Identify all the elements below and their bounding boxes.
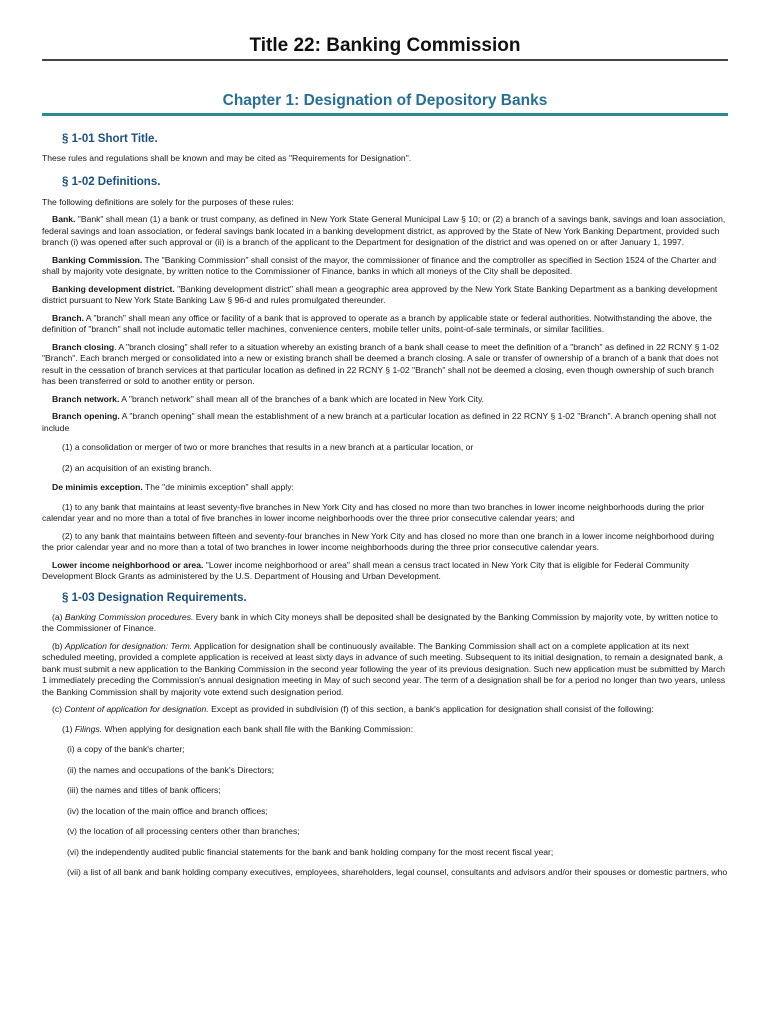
subdivision-label: (b) <box>52 640 65 651</box>
definition-text: A "branch network" shall mean all of the branches of a bank which are located in New York City. <box>119 393 485 404</box>
document-page <box>42 0 728 879</box>
filing-item: (i) a copy of the bank's charter; <box>67 744 185 754</box>
filing-item: (vi) the independently audited public financial statements for the bank and bank holding company for the most recent fiscal year; <box>67 846 554 857</box>
subdivision-text: Application for designation shall be continuously available. The Banking Commission shall act on a complete application at its next scheduled meeting, provided a complete application is received at least sixty days in advance of such meeting. Subsequent to its initial designation, to remain a designated bank, a bank must submit a new application to the Banking Commission in the second year following the year of its previous designation. Such new application must be submitted by March 1 immediately preceding the Commission's annual designation meeting in May of such second year. The term of a designation shall be for a period no longer than two years, unless the Banking Commission shall by majority vote extend such designation period. <box>42 640 726 697</box>
de-minimis-item-2: (2) to any bank that maintains between fifteen and seventy-four branches in New York City and has closed no more than one branch in a lower income neighborhood during the prior calendar year and no more than a total of two branches in lower income neighborhoods during the three prior consecutive calendar years. <box>42 530 715 552</box>
definition-text: A "branch opening" shall mean the establishment of a new branch at a particular location as defined in 22 RCNY § 1-02 "Branch". A branch opening shall not include <box>42 411 717 433</box>
subdivision-a <box>42 612 728 635</box>
filing-item: (iii) the names and titles of bank officers; <box>67 785 221 795</box>
page-title: Title 22: Banking Commission <box>249 35 521 56</box>
definition-term: Lower income neighborhood or area. <box>52 559 204 570</box>
filing-item: (vii) a list of all bank and bank holding company executives, employees, shareholders, legal counsel, consultants and advisors and/or their spouses or domestic partners, who <box>67 867 728 877</box>
de-minimis-item-1: (1) to any bank that maintains at least seventy-five branches in New York City and has closed no more than two branches in lower income neighborhoods during the prior calendar year and no more than a total of five branches in lower income neighborhoods over the three prior consecutive calendar years; and <box>42 501 705 523</box>
paragraph-text: When applying for designation each bank shall file with the Banking Commission: <box>102 723 414 734</box>
definition-text: "Bank" shall mean (1) a bank or trust company, as defined in New York State General Municipal Law § 10; or (2) a branch of a savings bank, savings and loan association, federal savings and loan association, or federal savings bank located in a banking development district, as approved by the State of New York Banking Department, provided such branch (i) was opened after such approval or (ii) is a branch of the applicant to the Department for designation of the district and was opened on or after January 1, 1997. <box>42 214 726 247</box>
chapter-divider <box>42 113 728 116</box>
subdivision-text: Except as provided in subdivision (f) of this section, a bank's application for designation shall consist of the following: <box>208 704 654 714</box>
definition-term: Bank. <box>52 214 76 224</box>
section-1-03-heading: § 1-03 Designation Requirements. <box>62 591 247 604</box>
filing-item: (v) the location of all processing centers other than branches; <box>67 826 300 836</box>
definition-text: "Lower income neighborhood or area" shall mean a census tract located in New York City that is eligible for Federal Community Development Block Grants as administered by the U.S. Department of Housing and Urban Development. <box>42 559 690 581</box>
section-1-01-heading: § 1-01 Short Title. <box>62 133 158 145</box>
subdivision-term: Content of application for designation. <box>64 704 209 714</box>
definition-text: A "branch" shall mean any office or facility of a bank that is approved to operate as a branch by applicable state or federal authorities. Notwithstanding the above, the definition of "branch" shall not include automatic teller machines, convenience centers, mobile teller units, point-of-sale terminals, or similar facilities. <box>42 312 712 334</box>
subdivision-term: Banking Commission procedures. <box>64 611 194 622</box>
section-1-02-heading: § 1-02 Definitions. <box>62 175 161 188</box>
definition-text: . A "branch closing" shall refer to a situation whereby an existing branch of a bank shall cease to meet the definition of a "branch" as defined in 22 RCNY § 1-02 "Branch". Each branch merged or consolidated into a new or existing branch shall be deemed a branch closing. A sale or transfer of ownership of a branch of a bank that does not result in the cessation of branch services at that particular location as defined in 22 RCNY § 1-02 "Branch" shall not be deemed a closing, even though ownership of such branch has been transferred or sold to another entity or person. <box>42 341 719 386</box>
branch-opening-item-1: (1) a consolidation or merger of two or more branches that results in a new branch at a particular location, or <box>62 442 474 452</box>
title-divider <box>42 59 728 61</box>
definition-text: "Banking development district" shall mean a geographic area approved by the New York State Banking Department as a banking development district pursuant to New York State Banking Law § 96-d and rules promulgated thereunder. <box>42 283 718 305</box>
definition-term: Banking Commission. <box>52 254 143 265</box>
definition-term: Branch. <box>52 312 84 323</box>
definition-branch <box>42 313 728 336</box>
definitions-intro: The following definitions are solely for the purposes of these rules: <box>42 196 294 207</box>
subdivision-text: Every bank in which City moneys shall be deposited shall be designated by the Banking Commission by majority vote, by written notice to the Commissioner of Finance. <box>42 611 718 633</box>
subdivision-label: (c) <box>52 704 65 714</box>
paragraph-c-1 <box>42 724 728 736</box>
definition-term: Branch network. <box>52 393 120 404</box>
definition-text: The "Banking Commission" shall consist of the mayor, the commissioner of finance and the comptroller as specified in Section 1524 of the Charter and shall by majority vote designate, by written notice to the Commissioner of Finance, banks in which all moneys of the City shall be deposited. <box>42 254 717 276</box>
subdivision-c <box>42 704 728 716</box>
definition-bank <box>42 214 728 249</box>
paragraph-term: Filings. <box>74 723 103 734</box>
filing-item: (iv) the location of the main office and branch offices; <box>67 805 268 816</box>
filing-item: (ii) the names and occupations of the bank's Directors; <box>67 764 275 775</box>
branch-opening-item-2: (2) an acquisition of an existing branch. <box>62 462 212 473</box>
definition-branch-network <box>42 394 728 406</box>
definition-branch-closing <box>42 342 728 388</box>
definition-lower-income <box>42 560 728 583</box>
definition-branch-opening <box>42 411 728 434</box>
definition-term: De minimis exception. <box>52 482 143 492</box>
chapter-heading: Chapter 1: Designation of Depository Banks <box>222 92 548 109</box>
definition-de-minimis <box>42 482 728 494</box>
definition-term: Branch closing <box>52 341 115 352</box>
definition-term: Branch opening. <box>52 411 120 421</box>
definition-term: Banking development district. <box>52 283 175 294</box>
definition-banking-development-district <box>42 284 728 307</box>
definition-text: The "de minimis exception" shall apply: <box>142 482 294 492</box>
subdivision-b <box>42 641 728 699</box>
section-1-01-text: These rules and regulations shall be known and may be cited as "Requirements for Designation". <box>42 153 412 163</box>
subdivision-term: Application for designation: Term. <box>64 640 193 651</box>
paragraph-label: (1) <box>62 723 75 734</box>
subdivision-label: (a) <box>52 611 65 622</box>
definition-banking-commission <box>42 255 728 278</box>
